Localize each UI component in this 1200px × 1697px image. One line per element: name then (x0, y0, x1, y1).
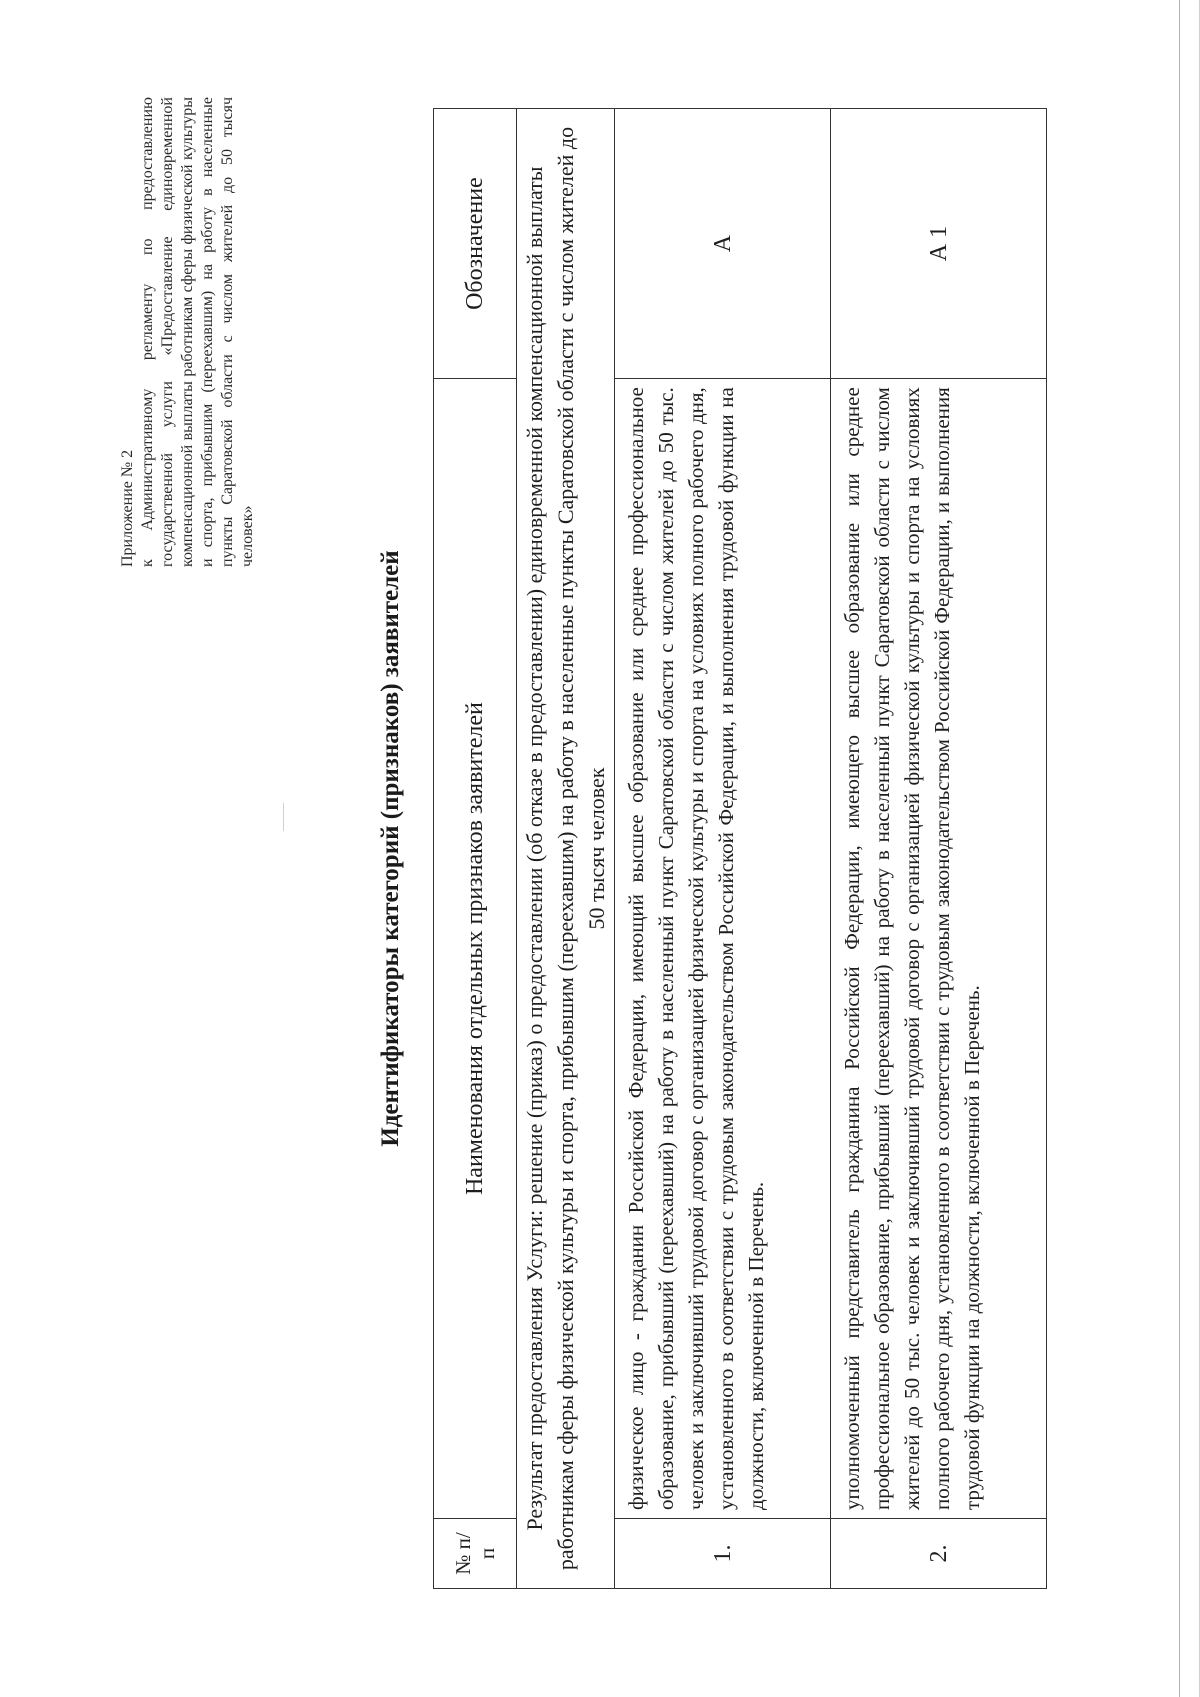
header-code: Обозначение (434, 109, 517, 379)
header-number: № п/п (434, 1518, 517, 1588)
row-number: 1. (615, 1518, 831, 1588)
row-code: А (615, 109, 831, 379)
table-row (615, 109, 831, 1589)
result-text: Результат предоставления Услуги: решение (приказ) о предоставлении (об отказе в предоставлении) единовременной компенсационной выплаты работникам сферы физической культуры и спорта, прибывшим (переехавшим) на работу в населенные пункты Саратовской области с числом жителей до 50 тысяч человек (517, 109, 615, 1589)
result-row (517, 109, 615, 1589)
appendix-block (118, 97, 258, 567)
identifiers-table (433, 108, 1047, 1589)
row-number: 2. (831, 1518, 1047, 1588)
appendix-number: Приложение № 2 (119, 449, 136, 567)
row-description: физическое лицо - гражданин Российской Федерации, имеющий высшее образование или среднее профессиональное образование, прибывший (переехавший) на работу в населенный пункт Саратовской области с числом жителей до 50 тыс. человек и заключивший трудовой договор с организацией физической культуры и спорта на условиях полного рабочего дня, установленного в соответствии с трудовым законодательством Российской Федерации, и выполнения трудовой функции на должности, включенной в Перечень. (615, 379, 831, 1519)
appendix-reference: к Административному регламенту по предоставлению государственной услуги «Предоставление единовременной компенсационной выплаты работникам сферы физической культуры и спорта, прибывшим (переехавшим) на работу в населенные пункты Саратовской области с числом жителей до 50 тысяч человек» (139, 97, 256, 567)
table-header-row (434, 109, 517, 1589)
row-code: А 1 (831, 109, 1047, 379)
table-row (831, 109, 1047, 1589)
row-description: уполномоченный представитель гражданина Российской Федерации, имеющего высшее образование или среднее профессиональное образование, прибывший (переехавший) на работу в населенный пункт Саратовской области с числом жителей до 50 тыс. человек и заключивший трудовой договор с организацией физической культуры и спорта на условиях полного рабочего дня, установленного в соответствии с трудовым законодательством Российской Федерации, и выполнения трудовой функции на должности, включенной в Перечень. (831, 379, 1047, 1519)
header-name: Наименования отдельных признаков заявителей (434, 379, 517, 1519)
document-title: Идентификаторы категорий (признаков) заявителей (377, 550, 404, 1147)
